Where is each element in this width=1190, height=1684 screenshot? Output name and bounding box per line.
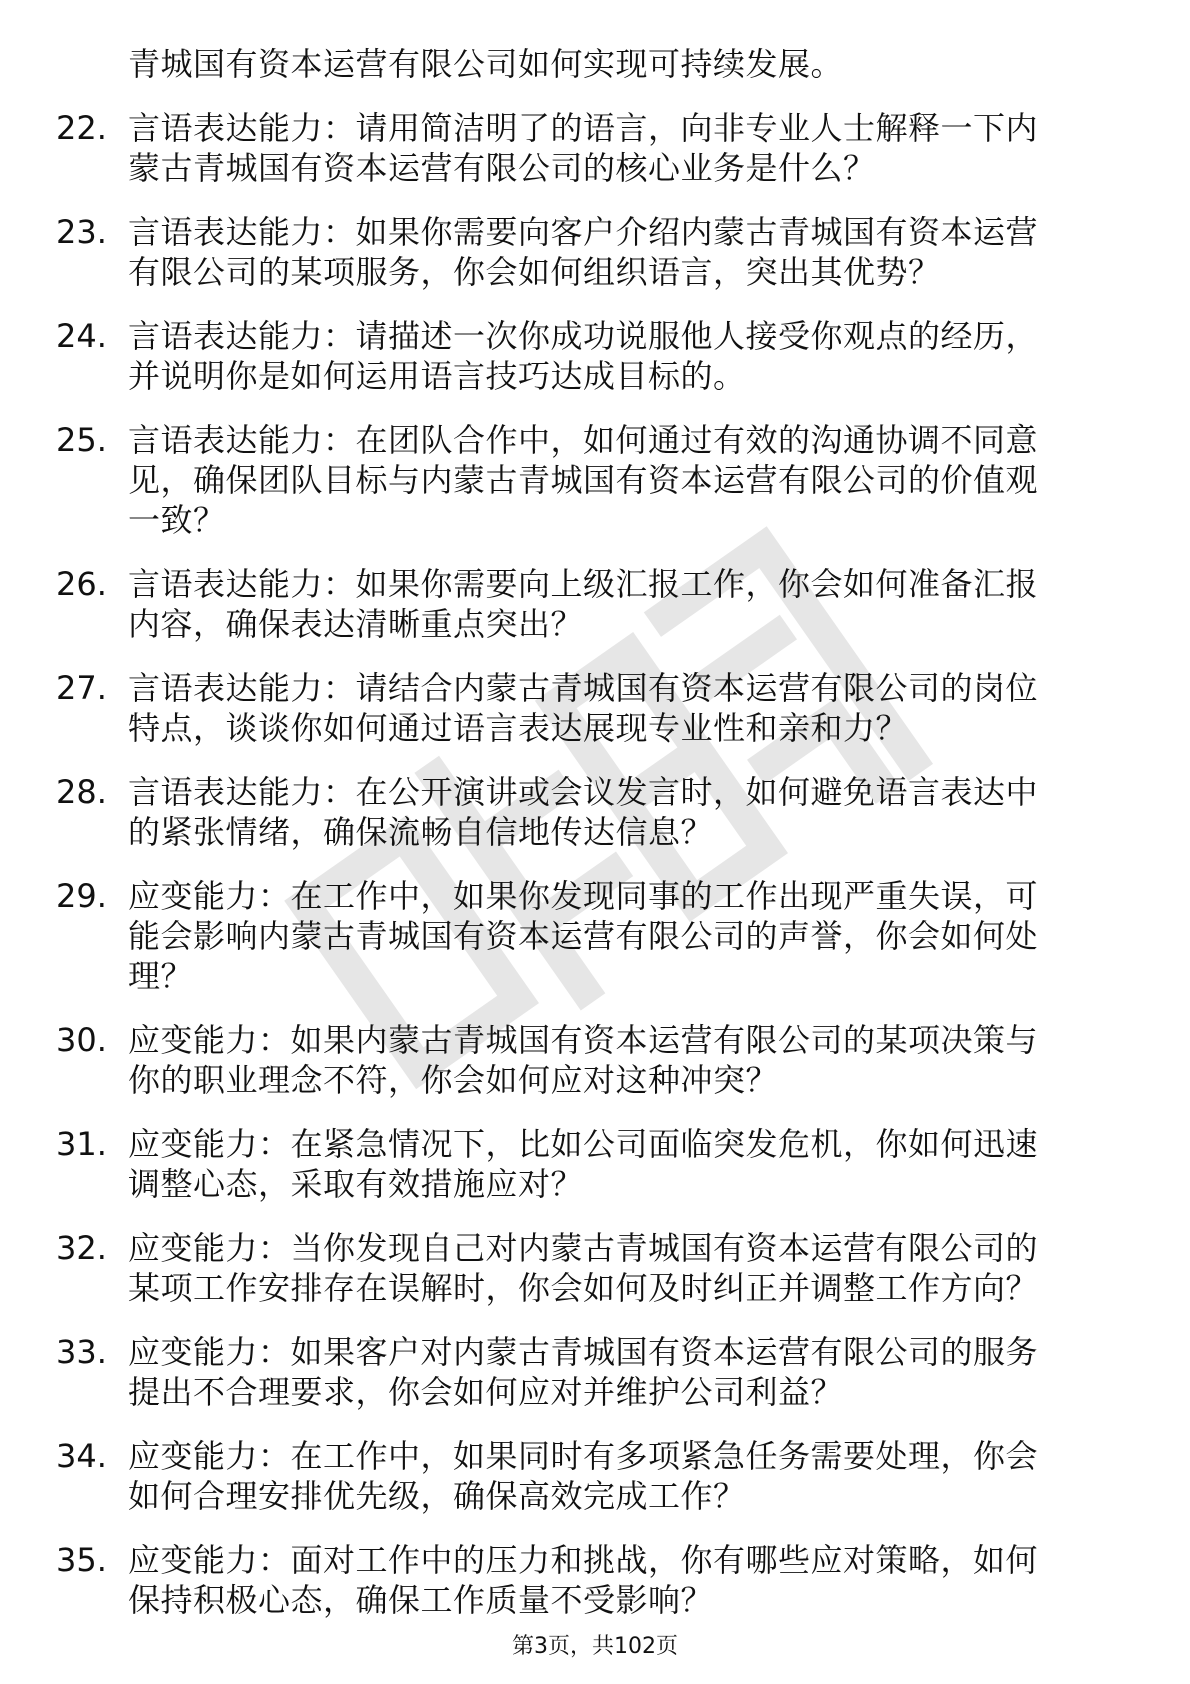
question-text-line: 能会影响内蒙古青城国有资本运营有限公司的声誉，你会如何处 — [128, 917, 1039, 955]
question-item — [0, 420, 1190, 540]
question-text-line: 言语表达能力：在团队合作中，如何通过有效的沟通协调不同意 — [128, 421, 1039, 459]
question-item — [0, 876, 1190, 996]
question-text — [128, 1124, 1118, 1204]
question-number: 32. — [56, 1229, 107, 1267]
question-number: 31. — [56, 1125, 107, 1163]
question-text-line: 保持积极心态，确保工作质量不受影响？ — [128, 1581, 714, 1619]
question-text-line: 的紧张情绪，确保流畅自信地传达信息？ — [128, 813, 714, 851]
question-text-line: 言语表达能力：请结合内蒙古青城国有资本运营有限公司的岗位 — [128, 669, 1039, 707]
question-text-line: 调整心态，采取有效措施应对？ — [128, 1165, 584, 1203]
question-text — [128, 108, 1118, 188]
question-item — [0, 564, 1190, 644]
question-text-line: 一致？ — [128, 501, 226, 539]
question-item — [0, 212, 1190, 292]
question-item — [0, 316, 1190, 396]
question-item — [0, 1540, 1190, 1620]
question-text-line: 如何合理安排优先级，确保高效完成工作？ — [128, 1477, 746, 1515]
question-number: 26. — [56, 565, 107, 603]
question-number: 35. — [56, 1541, 107, 1579]
question-text-line: 应变能力：面对工作中的压力和挑战，你有哪些应对策略，如何 — [128, 1541, 1039, 1579]
question-text-line: 并说明你是如何运用语言技巧达成目标的。 — [128, 357, 746, 395]
question-text — [128, 1332, 1118, 1412]
question-text-line: 应变能力：如果客户对内蒙古青城国有资本运营有限公司的服务 — [128, 1333, 1039, 1371]
question-text-line: 你的职业理念不符，你会如何应对这种冲突？ — [128, 1061, 779, 1099]
question-item — [0, 668, 1190, 748]
question-number: 22. — [56, 109, 107, 147]
question-text-line: 特点，谈谈你如何通过语言表达展现专业性和亲和力？ — [128, 709, 909, 747]
question-text-line: 见，确保团队目标与内蒙古青城国有资本运营有限公司的价值观 — [128, 461, 1039, 499]
question-text — [128, 420, 1118, 540]
question-number: 25. — [56, 421, 107, 459]
question-text — [128, 1020, 1118, 1100]
question-text-line: 蒙古青城国有资本运营有限公司的核心业务是什么？ — [128, 149, 876, 187]
question-text — [128, 876, 1118, 996]
document-content — [0, 44, 1190, 1620]
question-text — [128, 772, 1118, 852]
question-number: 29. — [56, 877, 107, 915]
question-list — [0, 108, 1190, 1620]
question-number: 30. — [56, 1021, 107, 1059]
question-item — [0, 1020, 1190, 1100]
question-item — [0, 1436, 1190, 1516]
question-item — [0, 772, 1190, 852]
question-text-line: 某项工作安排存在误解时，你会如何及时纠正并调整工作方向？ — [128, 1269, 1039, 1307]
question-text-line: 言语表达能力：如果你需要向上级汇报工作，你会如何准备汇报 — [128, 565, 1039, 603]
question-text-line: 言语表达能力：请描述一次你成功说服他人接受你观点的经历， — [128, 317, 1039, 355]
question-text — [128, 1436, 1118, 1516]
question-text-line: 内容，确保表达清晰重点突出？ — [128, 605, 584, 643]
question-number: 28. — [56, 773, 107, 811]
question-text-line: 应变能力：当你发现自己对内蒙古青城国有资本运营有限公司的 — [128, 1229, 1039, 1267]
question-text — [128, 316, 1118, 396]
question-item — [0, 108, 1190, 188]
question-text-line: 有限公司的某项服务，你会如何组织语言，突出其优势？ — [128, 253, 941, 291]
question-item — [0, 1332, 1190, 1412]
question-number: 24. — [56, 317, 107, 355]
question-text — [128, 1540, 1118, 1620]
question-text-line: 言语表达能力：请用简洁明了的语言，向非专业人士解释一下内 — [128, 109, 1039, 147]
question-text-line: 提出不合理要求，你会如何应对并维护公司利益？ — [128, 1373, 844, 1411]
question-text-line: 应变能力：在紧急情况下，比如公司面临突发危机，你如何迅速 — [128, 1125, 1039, 1163]
question-text — [128, 564, 1118, 644]
question-text-line: 言语表达能力：如果你需要向客户介绍内蒙古青城国有资本运营 — [128, 213, 1039, 251]
question-text-line: 应变能力：如果内蒙古青城国有资本运营有限公司的某项决策与 — [128, 1021, 1039, 1059]
page-footer: 第3页，共102页 — [512, 1634, 678, 1659]
question-number: 34. — [56, 1437, 107, 1475]
lead-text: 青城国有资本运营有限公司如何实现可持续发展。 — [128, 45, 844, 83]
question-item — [0, 1228, 1190, 1308]
question-text-line: 理？ — [128, 957, 194, 995]
question-text-line: 应变能力：在工作中，如果同时有多项紧急任务需要处理，你会 — [128, 1437, 1039, 1475]
question-number: 23. — [56, 213, 107, 251]
question-text — [128, 212, 1118, 292]
question-number: 27. — [56, 669, 107, 707]
question-item — [0, 1124, 1190, 1204]
question-text-line: 言语表达能力：在公开演讲或会议发言时，如何避免语言表达中 — [128, 773, 1039, 811]
question-number: 33. — [56, 1333, 107, 1371]
question-text-line: 应变能力：在工作中，如果你发现同事的工作出现严重失误，可 — [128, 877, 1039, 915]
question-text — [128, 1228, 1118, 1308]
question-text — [128, 668, 1118, 748]
